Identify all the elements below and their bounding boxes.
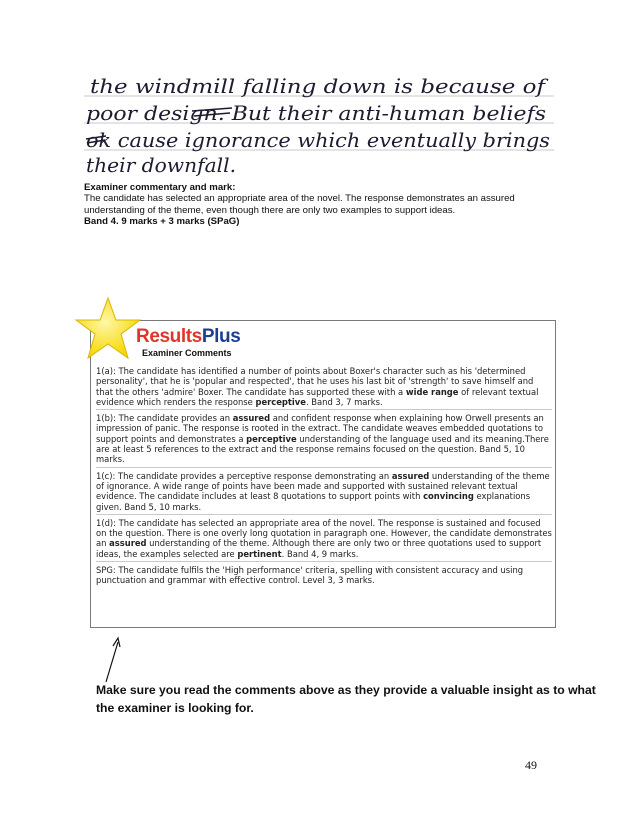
comment-emphasis: assured <box>109 538 147 549</box>
star-icon <box>74 296 142 360</box>
comment-text: . Band 3, 7 marks. <box>305 396 383 407</box>
study-tip-note: Make sure you read the comments above as they provide a valuable insight as to what the examiner is looking for. <box>96 683 596 715</box>
handwritten-line-3: ok cause ignorance which eventually brings <box>86 128 550 152</box>
comment-emphasis: assured <box>232 413 271 424</box>
comment-text: 1(a): The candidate has identified a number of points about Boxer's character such as his 'determined personality', that he is 'popular and respected', that he uses his last bit of 'strength' to save himself and that the others 'admire' Boxer. The candidate has supported these with a <box>96 366 534 397</box>
handwritten-answer <box>84 66 554 178</box>
commentary-marks: Band 4. 9 marks + 3 marks (SPaG) <box>84 216 240 228</box>
comment-emphasis: pertinent <box>237 548 282 559</box>
comment-text: SPG: The candidate fulfils the 'High performance' criteria, spelling with consistent accuracy and using punctuation and grammar with effective control. Level 3, 3 marks. <box>96 565 524 586</box>
handwritten-line-2: poor design. But their anti-human beliefs <box>86 101 546 125</box>
comment-1c <box>96 471 552 515</box>
commentary-body: The candidate has selected an appropriate area of the novel. The response demonstrates an assured understanding of the theme, even though there are only two examples to support ideas. <box>84 193 515 216</box>
comment-text: and confident response when explaining how Orwell presents an impression of panic. The response is rooted in the extract. The candidate weaves embedded quotations to support points and demonstrates a <box>96 413 544 444</box>
logo-plus-text: Plus <box>201 326 241 347</box>
comment-emphasis: wide range <box>405 386 459 397</box>
comment-1a <box>96 366 552 410</box>
comment-text: understanding of the theme of ignorance. A wide range of points have been made and supported with sustained relevant textual evidence. The candidate includes at least 8 quotations to support points with <box>96 470 550 502</box>
comment-text: of relevant textual evidence which renders the response <box>96 386 539 407</box>
handwritten-line-4: their downfall. <box>86 153 236 177</box>
comment-text: . Band 4, 9 marks. <box>281 548 359 559</box>
examiner-comments-list <box>96 366 552 591</box>
comment-emphasis: assured <box>391 470 430 481</box>
comment-1b <box>96 413 552 467</box>
handwriting-scan <box>84 66 554 178</box>
commentary-title: Examiner commentary and mark: <box>84 182 236 193</box>
comment-emphasis: convincing <box>423 491 474 502</box>
comment-spg <box>96 565 552 588</box>
comment-text: explanations given. Band 5, 10 marks. <box>96 491 531 512</box>
results-plus-logo <box>136 326 240 348</box>
comment-1d <box>96 518 552 562</box>
arrow-up-icon <box>102 636 126 684</box>
comment-text: understanding of the theme. Although there are only two or three quotations used to support ideas, the examples selected are <box>96 538 542 559</box>
comment-text: understanding of the language used and its meaning.There are at least 5 references to the extract and the response remains focused on the question. Band 5, 10 marks. <box>96 433 549 465</box>
comment-emphasis: perceptive <box>246 433 297 444</box>
comment-text: 1(c): The candidate provides a perceptive response demonstrating an <box>96 470 392 481</box>
comment-emphasis: perceptive <box>255 396 306 407</box>
page-number: 49 <box>525 758 537 772</box>
comment-text: 1(b): The candidate provides an <box>96 413 233 424</box>
logo-results-text: Results <box>136 326 202 347</box>
handwritten-line-1: the windmill falling down is because of <box>90 74 550 98</box>
examiner-comments-heading: Examiner Comments <box>142 348 232 358</box>
examiner-commentary <box>84 182 564 228</box>
comment-text: 1(d): The candidate has selected an appropriate area of the novel. The response is sustained and focused on the question. There is one overly long quotation in paragraph one. However, the candidate demonstrates an <box>96 517 552 549</box>
